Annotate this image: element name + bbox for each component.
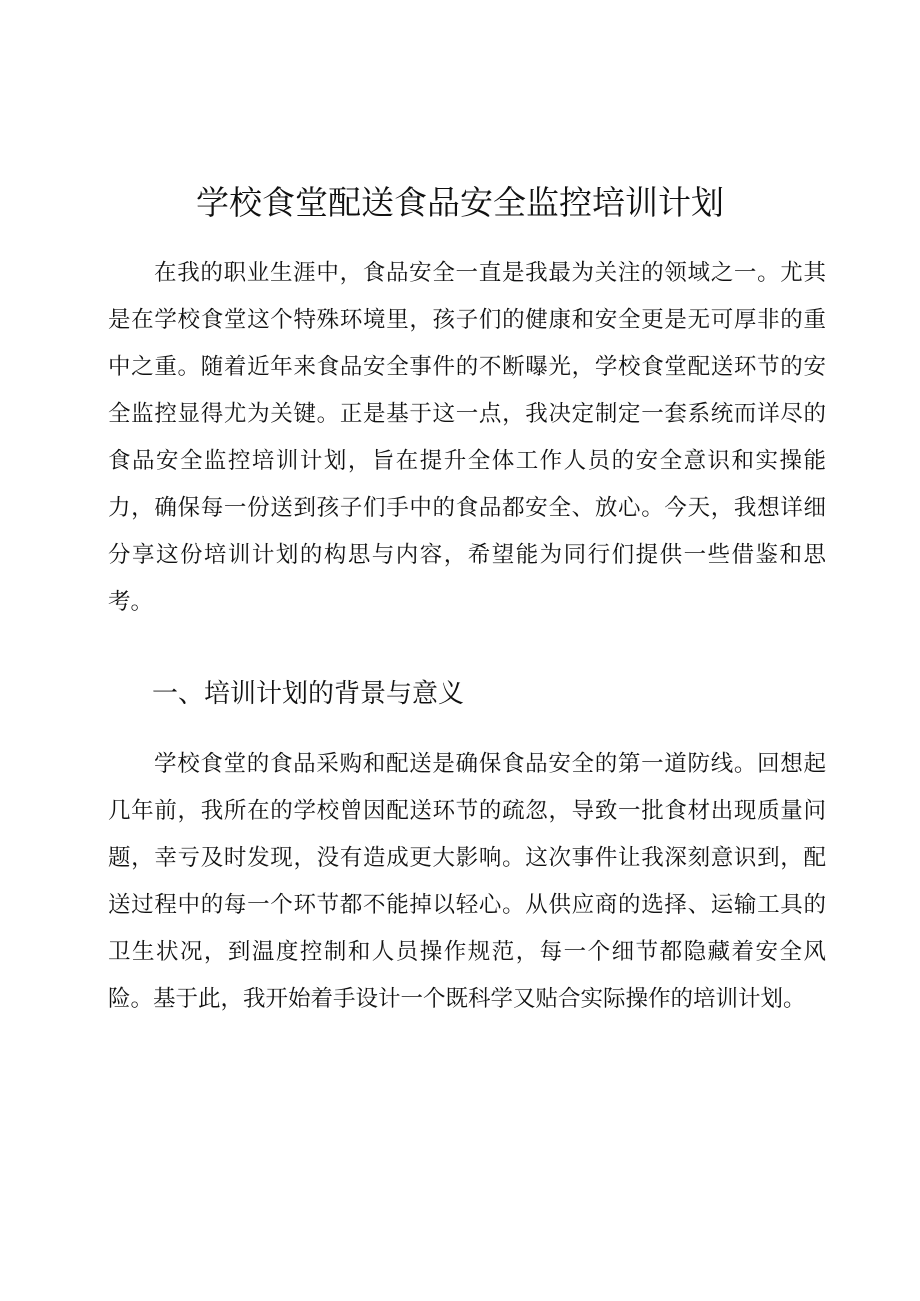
section-heading-background: 一、培训计划的背景与意义 (152, 679, 465, 709)
intro-paragraph: 在我的职业生涯中，食品安全一直是我最为关注的领域之一。尤其是在学校食堂这个特殊环境里，孩子们的健康和安全更是无可厚非的重中之重。随着近年来食品安全事件的不断曝光，学校食堂配送环节的安全监控显得尤为关键。正是基于这一点，我决定制定一套系统而详尽的食品安全监控培训计划，旨在提升全体工作人员的安全意识和实操能力，确保每一份送到孩子们手中的食品都安全、放心。今天，我想详细分享这份培训计划的构思与内容，希望能为同行们提供一些借鉴和思考。 (108, 260, 826, 615)
document-title: 学校食堂配送食品安全监控培训计划 (196, 183, 724, 222)
section-paragraph-background: 学校食堂的食品采购和配送是确保食品安全的第一道防线。回想起几年前，我所在的学校曾因配送环节的疏忽，导致一批食材出现质量问题，幸亏及时发现，没有造成更大影响。这次事件让我深刻意识到，配送过程中的每一个环节都不能掉以轻心。从供应商的选择、运输工具的卫生状况，到温度控制和人员操作规范，每一个细节都隐藏着安全风险。基于此，我开始着手设计一个既科学又贴合实际操作的培训计划。 (108, 751, 826, 1012)
